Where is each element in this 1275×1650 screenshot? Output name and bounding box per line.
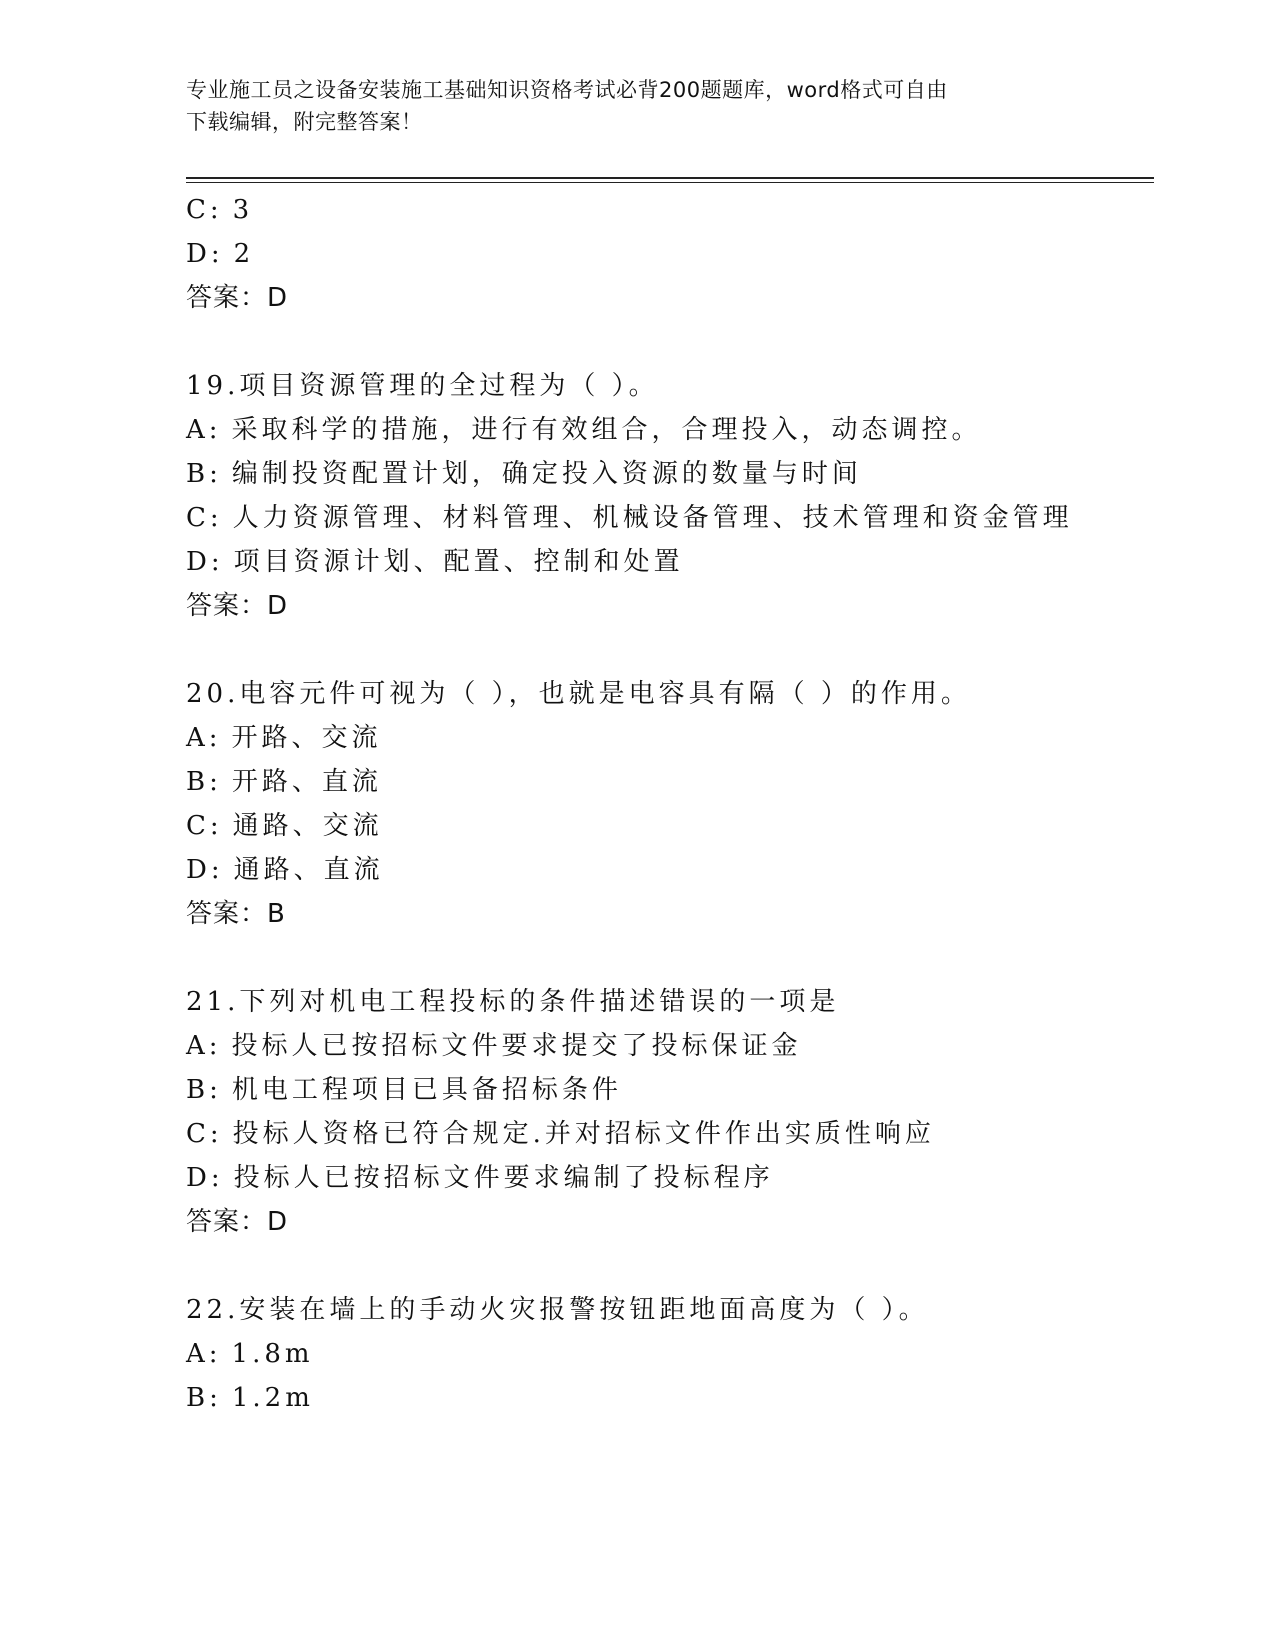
option-prefix: D:: [186, 239, 224, 269]
option-text: 通路、交流: [232, 811, 383, 841]
option-text: 1.2m: [231, 1383, 314, 1413]
option-line: [186, 1380, 314, 1416]
option-text: 编制投资配置计划，确定投入资源的数量与时间: [231, 459, 862, 489]
question-stem: 20.电容元件可视为（ ），也就是电容具有隔（ ）的作用。: [186, 679, 971, 709]
option-line: [186, 236, 254, 272]
header-title-line-2: 下载编辑，附完整答案！: [186, 110, 423, 134]
answer-line: 答案：B: [186, 899, 286, 929]
answer-line: 答案：D: [186, 1207, 289, 1237]
option-prefix: C:: [186, 503, 223, 533]
option-prefix: B:: [186, 459, 222, 489]
option-text: 投标人已按招标文件要求编制了投标程序: [233, 1163, 774, 1193]
option-prefix: D:: [186, 1163, 224, 1193]
option-text: 3: [232, 195, 254, 225]
question-stem: 21.下列对机电工程投标的条件描述错误的一项是: [186, 987, 840, 1017]
option-line: [186, 544, 684, 580]
option-prefix: A:: [186, 1339, 222, 1369]
document-header: [186, 74, 1086, 138]
option-line: [186, 852, 384, 888]
header-title-line-1: 专业施工员之设备安装施工基础知识资格考试必背200题题库，word格式可自由: [186, 78, 948, 102]
option-line: [186, 192, 253, 228]
option-line: [186, 1160, 774, 1196]
option-line: [186, 1028, 802, 1064]
option-line: [186, 1336, 314, 1372]
option-text: 人力资源管理、材料管理、机械设备管理、技术管理和资金管理: [232, 503, 1073, 533]
option-line: [186, 720, 382, 756]
option-line: [186, 808, 383, 844]
option-text: 采取科学的措施，进行有效组合，合理投入，动态调控。: [231, 415, 982, 445]
option-text: 机电工程项目已具备招标条件: [231, 1075, 622, 1105]
option-prefix: D:: [186, 855, 224, 885]
option-text: 开路、交流: [231, 723, 382, 753]
option-text: 投标人资格已符合规定.并对招标文件作出实质性响应: [232, 1119, 935, 1149]
header-divider: [186, 177, 1154, 179]
answer-line: 答案：D: [186, 591, 289, 621]
option-prefix: C:: [186, 195, 223, 225]
option-prefix: D:: [186, 547, 224, 577]
option-prefix: A:: [186, 723, 222, 753]
option-line: [186, 1116, 935, 1152]
option-prefix: B:: [186, 1075, 222, 1105]
option-line: [186, 500, 1073, 536]
option-line: [186, 764, 382, 800]
option-prefix: C:: [186, 811, 223, 841]
header-divider-thin: [186, 182, 1154, 183]
option-prefix: A:: [186, 1031, 222, 1061]
option-prefix: B:: [186, 767, 222, 797]
option-line: [186, 456, 862, 492]
option-prefix: A:: [186, 415, 222, 445]
option-line: [186, 412, 982, 448]
option-text: 1.8m: [231, 1339, 314, 1369]
option-text: 通路、直流: [233, 855, 384, 885]
question-stem: 19.项目资源管理的全过程为（ ）。: [186, 371, 659, 401]
option-text: 2: [233, 239, 255, 269]
option-line: [186, 1072, 622, 1108]
option-text: 投标人已按招标文件要求提交了投标保证金: [231, 1031, 802, 1061]
question-stem: 22.安装在墙上的手动火灾报警按钮距地面高度为（ ）。: [186, 1295, 929, 1325]
option-text: 项目资源计划、配置、控制和处置: [233, 547, 684, 577]
option-prefix: B:: [186, 1383, 222, 1413]
option-prefix: C:: [186, 1119, 223, 1149]
option-text: 开路、直流: [231, 767, 382, 797]
answer-line: 答案：D: [186, 283, 289, 313]
